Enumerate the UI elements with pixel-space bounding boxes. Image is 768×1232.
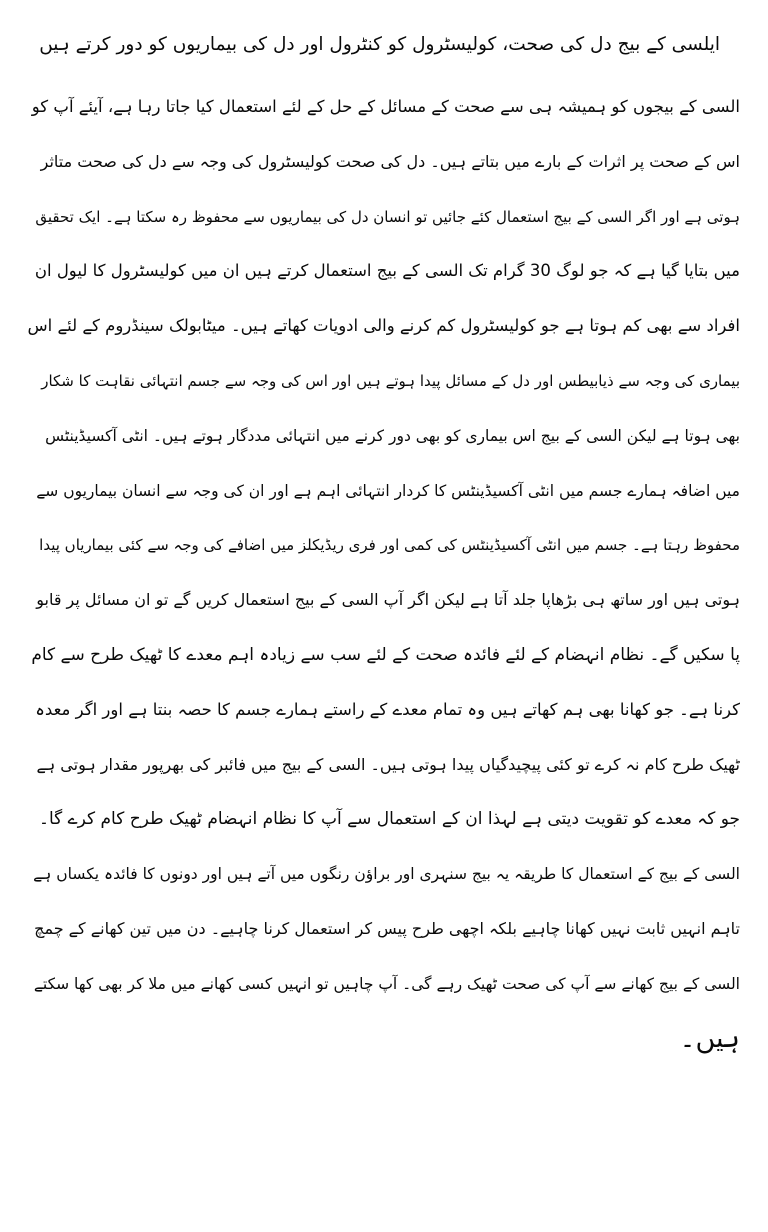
article-line: جو کہ معدے کو تقویت دیتی ہے لہذا ان کے استعمال سے آپ کا نظام انہضام ٹھیک طرح کام کرے گا۔ xyxy=(39,809,740,830)
article-line: کرنا ہے۔ جو کھانا بھی ہم کھاتے ہیں وہ تمام معدے کے راستے ہمارے جسم کا حصہ بنتا ہے اور اگر معدہ xyxy=(35,699,740,719)
article-body xyxy=(26,80,740,1066)
article-line: السی کے بیج کے استعمال کا طریقہ یہ بیج سنہری اور براؤن رنگوں میں آتے ہیں اور دونوں کا فائدہ یکساں ہے xyxy=(33,865,740,884)
article-line: ہوتی ہیں اور ساتھ ہی بڑھاپا جلد آتا ہے لیکن اگر آپ السی کے بیج استعمال کریں گے تو ان مسائل پر قابو xyxy=(36,590,740,610)
article-line: اس کے صحت پر اثرات کے بارے میں بتاتے ہیں۔ دل کی صحت کولیسٹرول کی وجہ سے دل کی صحت متاثر xyxy=(40,151,740,171)
article-line: میں اضافہ ہمارے جسم میں انٹی آکسیڈینٹس کا کردار انتہائی اہم ہے اور ان کی وجہ سے انسان بیماریوں سے xyxy=(36,481,740,500)
article-line: بھی ہوتا ہے لیکن السی کے بیج اس بیماری کو بھی دور کرنے میں انتہائی مددگار ہوتے ہیں۔ انٹی آکسیڈینٹس xyxy=(45,426,740,445)
article-line: تاہم انہیں ثابت نہیں کھانا چاہیے بلکہ اچھی طرح پیس کر استعمال کرنا چاہیے۔ دن میں تین کھانے کے چمچ xyxy=(34,918,740,938)
article-line: پا سکیں گے۔ نظام انہضام کے لئے فائدہ صحت کے لئے سب سے زیادہ اہم معدے کا ٹھیک طرح سے کام xyxy=(31,644,740,665)
article-line: السی کے بیج کھانے سے آپ کی صحت ٹھیک رہے گی۔ آپ چاہیں تو انہیں کسی کھانے میں ملا کر بھی کھا سکتے xyxy=(33,974,740,993)
article-line: ہوتی ہے اور اگر السی کے بیج استعمال کئے جائیں تو انسان دل کی بیماریوں سے محفوظ رہ سکتا ہے۔ ایک تحقیق xyxy=(35,207,740,226)
article-title: ایلسی کے بیج دل کی صحت، کولیسٹرول کو کنٹرول اور دل کی بیماریوں کو دور کرتے ہیں xyxy=(39,34,720,55)
article-line: ہیں۔ xyxy=(679,1022,740,1054)
article xyxy=(26,10,740,1066)
article-line: السی کے بیجوں کو ہمیشہ ہی سے صحت کے مسائل کے حل کے لئے استعمال کیا جاتا رہا ہے، آیئے آپ کو xyxy=(31,97,740,116)
article-line: محفوظ رہتا ہے۔ جسم میں انٹی آکسیڈینٹس کی کمی اور فری ریڈیکلز میں اضافے کی وجہ سے کئی بیماریاں پیدا xyxy=(39,536,740,555)
article-line: میں بتایا گیا ہے کہ جو لوگ 30 گرام تک السی کے بیج استعمال کرتے ہیں ان میں کولیسٹرول کا لیول ان xyxy=(34,261,740,281)
article-line: بیماری کی وجہ سے ذیابیطس اور دل کے مسائل پیدا ہوتے ہیں اور اس کی وجہ سے جسم انتہائی نقاہت کا شکار xyxy=(41,371,740,390)
article-line: ٹھیک طرح کام نہ کرے تو کئی پیچیدگیاں پیدا ہوتی ہیں۔ السی کے بیج میں فائبر کی بھرپور مقدار ہوتی ہے xyxy=(36,754,740,774)
article-line: افراد سے بھی کم ہوتا ہے جو کولیسٹرول کم کرنے والی ادویات کھاتے ہیں۔ میٹابولک سینڈروم کے لئے اس xyxy=(27,316,740,336)
